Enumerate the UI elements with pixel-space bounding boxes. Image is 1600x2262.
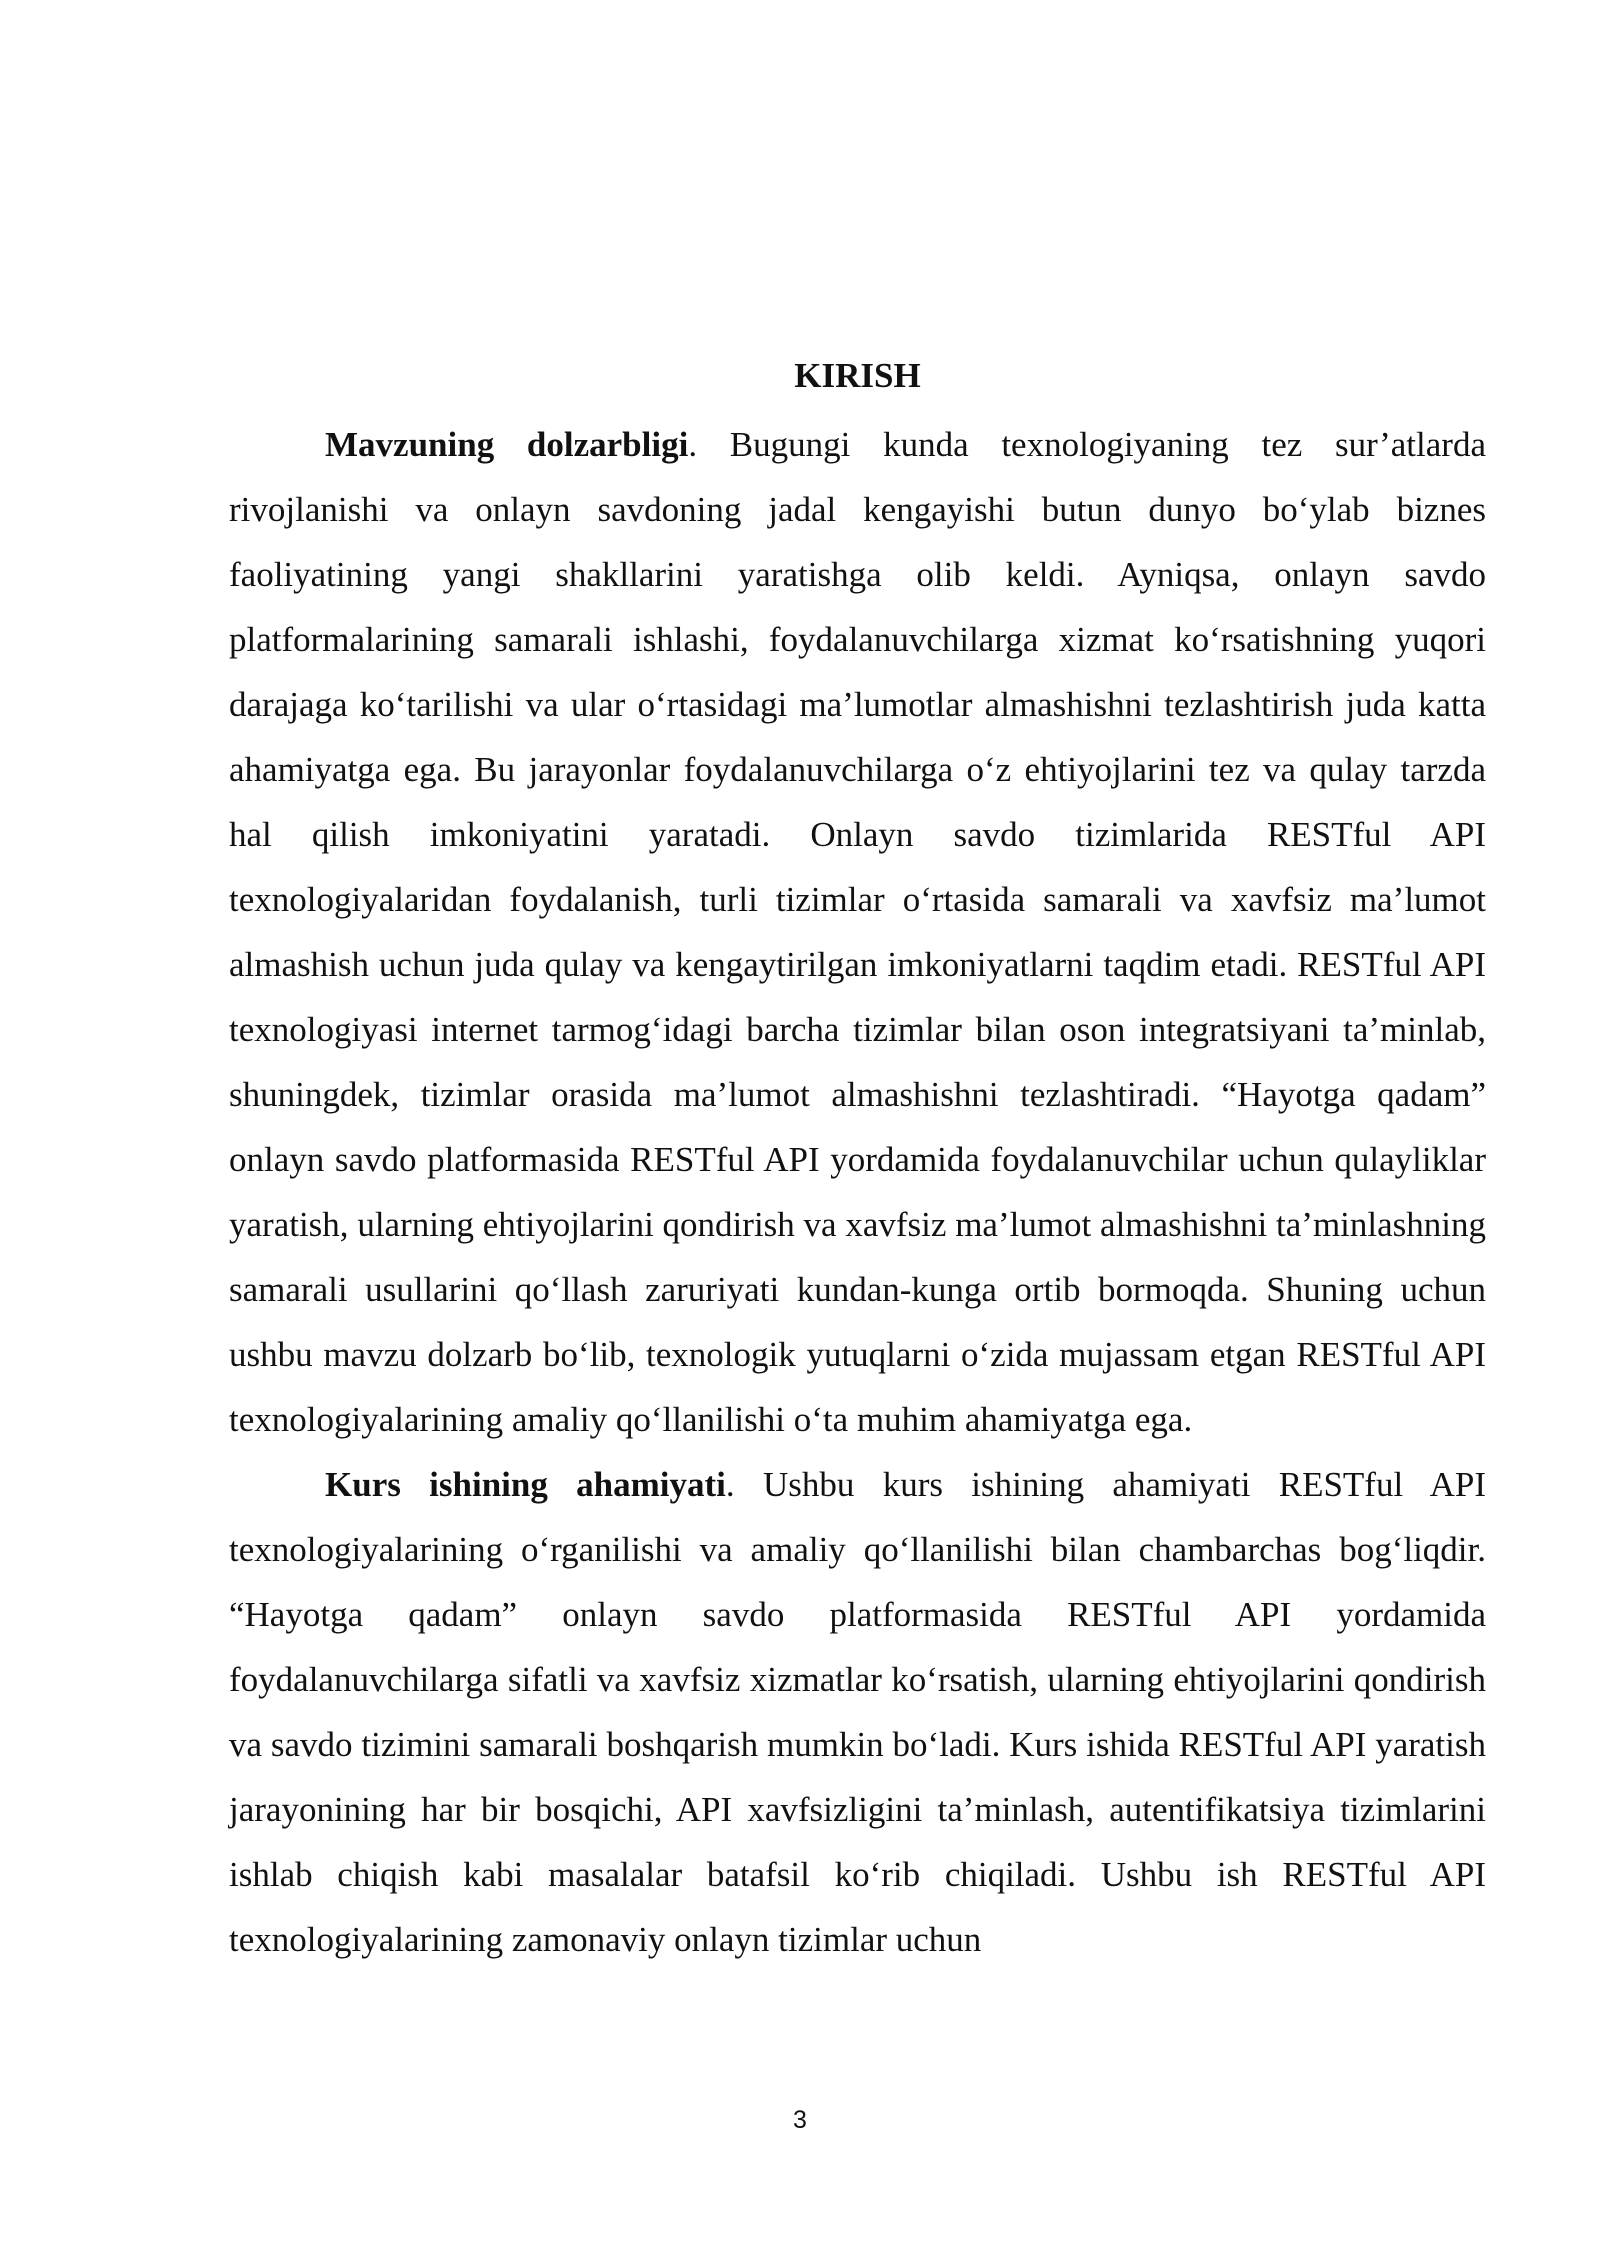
page-content [229,350,1486,1972]
section-title: KIRISH [794,356,921,395]
paragraph-body-relevance: . Bugungi kunda texnologiyaning tez sur’atlarda rivojlanishi va onlayn savdoning jadal kengayishi butun dunyo bo‘ylab biznes faoliyatining yangi shakllarini yaratishga olib keldi. Ayniqsa, onlayn savdo platformalarining samarali ishlashi, foydalanuvchilarga xizmat ko‘rsatishning yuqori darajaga ko‘tarilishi va ular o‘rtasidagi ma’lumotlar almashishni tezlashtirish juda katta ahamiyatga ega. Bu jarayonlar foydalanuvchilarga o‘z ehtiyojlarini tez va qulay tarzda hal qilish imkoniyatini yaratadi. Onlayn savdo tizimlarida RESTful API texnologiyalaridan foydalanish, turli tizimlar o‘rtasida samarali va xavfsiz ma’lumot almashish uchun juda qulay va kengaytirilgan imkoniyatlarni taqdim etadi. RESTful API texnologiyasi internet tarmog‘idagi barcha tizimlar bilan oson integratsiyani ta’minlab, shuningdek, tizimlar orasida ma’lumot almashishni tezlashtiradi. “Hayotga qadam” onlayn savdo platformasida RESTful API yordamida foydalanuvchilar uchun qulayliklar yaratish, ularning ehtiyojlarini qondirish va xavfsiz ma’lumot almashishni ta’minlashning samarali usullarini qo‘llash zaruriyati kundan-kunga ortib bormoqda. Shuning uchun ushbu mavzu dolzarb bo‘lib, texnologik yutuqlarni o‘zida mujassam etgan RESTful API texnologiyalarining amaliy qo‘llanilishi o‘ta muhim ahamiyatga ega. [229,425,1486,1439]
paragraph-lead-relevance: Mavzuning dolzarbligi [325,425,689,464]
page-number: 3 [793,2106,807,2134]
paragraph-lead-importance: Kurs ishining ahamiyati [325,1465,726,1504]
paragraph-body-importance: . Ushbu kurs ishining ahamiyati RESTful API texnologiyalarining o‘rganilishi va amaliy qo‘llanilishi bilan chambarchas bog‘liqdir. “Hayotga qadam” onlayn savdo platformasida RESTful API yordamida foydalanuvchilarga sifatli va xavfsiz xizmatlar ko‘rsatish, ularning ehtiyojlarini qondirish va savdo tizimini samarali boshqarish mumkin bo‘ladi. Kurs ishida RESTful API yaratish jarayonining har bir bosqichi, API xavfsizligini ta’minlash, autentifikatsiya tizimlarini ishlab chiqish kabi masalalar batafsil ko‘rib chiqiladi. Ushbu ish RESTful API texnologiyalarining zamonaviy onlayn tizimlar uchun [229,1465,1486,1959]
paragraph-importance [229,1452,1486,1972]
paragraph-relevance [229,412,1486,1452]
